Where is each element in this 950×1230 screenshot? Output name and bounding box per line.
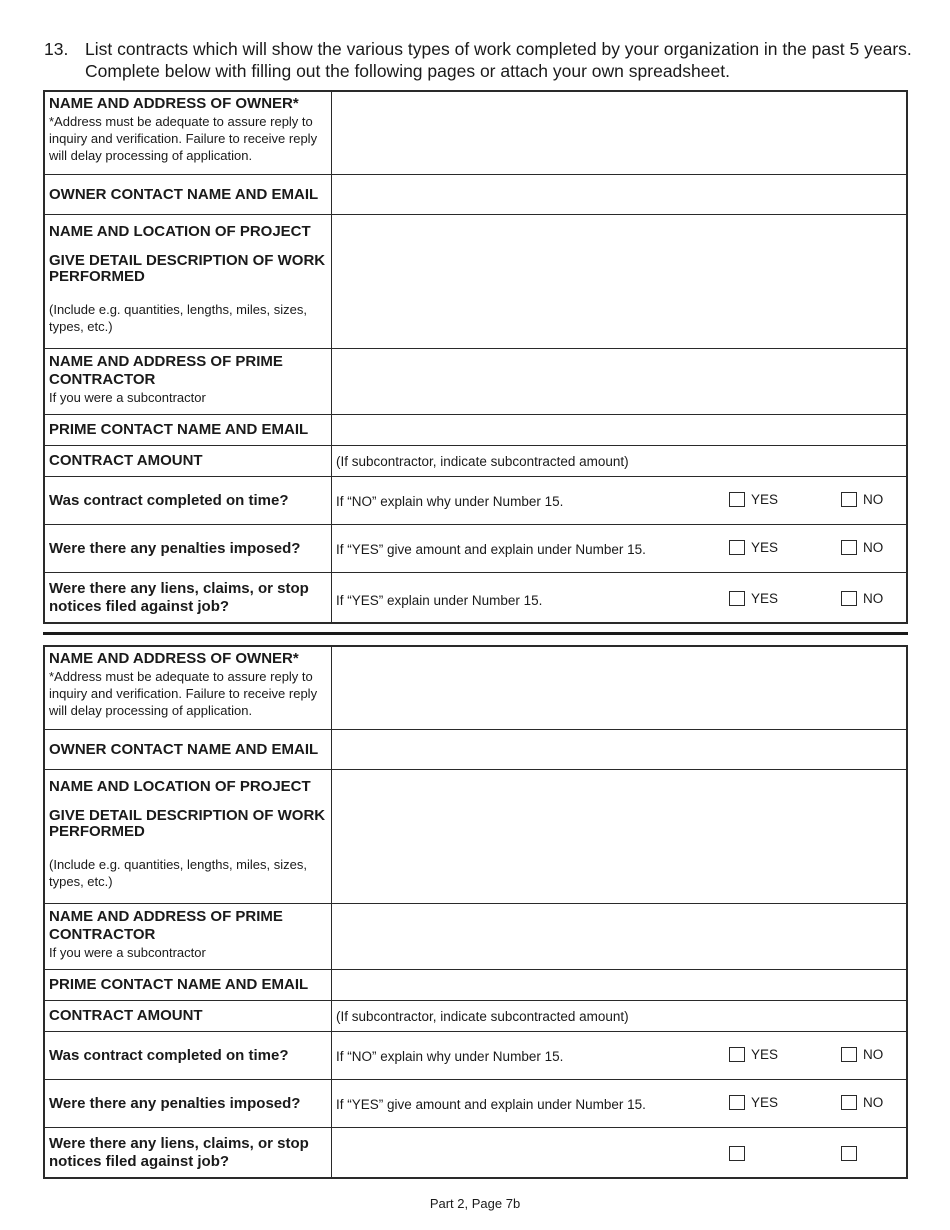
project-label-cell bbox=[45, 770, 332, 903]
on-time-label-cell bbox=[45, 1032, 332, 1079]
penalties-label: Were there any penalties imposed? bbox=[49, 1094, 301, 1112]
prime-contact-label-cell bbox=[45, 415, 332, 445]
project-label-cell bbox=[45, 215, 332, 348]
owner-input[interactable] bbox=[332, 647, 906, 729]
penalties-no-checkbox[interactable] bbox=[841, 1095, 883, 1110]
contract-amount-note: (If subcontractor, indicate subcontracted amount) bbox=[336, 1009, 629, 1024]
prime-label-cell bbox=[45, 349, 332, 414]
work-note: (Include e.g. quantities, lengths, miles, sizes, types, etc.) bbox=[49, 857, 307, 889]
liens-yes-checkbox[interactable] bbox=[729, 591, 778, 606]
prime-contact-row bbox=[45, 414, 906, 445]
owner-note: *Address must be adequate to assure reply to inquiry and verification. Failure to receive reply will delay processing of application. bbox=[49, 114, 318, 163]
penalties-label-cell bbox=[45, 1080, 332, 1127]
prime-input[interactable] bbox=[332, 904, 906, 969]
owner-note: *Address must be adequate to assure reply to inquiry and verification. Failure to receive reply will delay processing of application. bbox=[49, 669, 318, 718]
checkbox-icon bbox=[729, 591, 745, 606]
on-time-yes-checkbox[interactable] bbox=[729, 492, 778, 507]
owner-contact-label-cell bbox=[45, 730, 332, 769]
owner-contact-label: OWNER CONTACT NAME AND EMAIL bbox=[49, 185, 319, 203]
checkbox-icon bbox=[841, 1146, 857, 1161]
on-time-no-label: NO bbox=[863, 492, 884, 507]
liens-label-cell bbox=[45, 1128, 332, 1177]
work-note: (Include e.g. quantities, lengths, miles, sizes, types, etc.) bbox=[49, 302, 307, 334]
question-number: 13. bbox=[44, 39, 69, 59]
penalties-row bbox=[45, 1079, 906, 1127]
work-label: GIVE DETAIL DESCRIPTION OF WORK PERFORMED bbox=[49, 252, 326, 285]
owner-label-cell bbox=[45, 647, 332, 729]
on-time-no-checkbox[interactable] bbox=[841, 1047, 883, 1062]
prime-contact-label: PRIME CONTACT NAME AND EMAIL bbox=[49, 421, 309, 438]
penalties-label-cell bbox=[45, 525, 332, 572]
checkbox-icon bbox=[841, 1047, 857, 1062]
owner-label: NAME AND ADDRESS OF OWNER* bbox=[49, 650, 299, 667]
prime-contact-label-cell bbox=[45, 970, 332, 1000]
penalties-note: If “YES” give amount and explain under Number 15. bbox=[336, 542, 646, 557]
owner-label: NAME AND ADDRESS OF OWNER* bbox=[49, 95, 299, 112]
project-row bbox=[45, 769, 906, 903]
liens-note: If “YES” explain under Number 15. bbox=[336, 593, 543, 608]
contract-amount-input[interactable] bbox=[332, 1001, 906, 1031]
owner-contact-input[interactable] bbox=[332, 730, 906, 769]
prime-label: NAME AND ADDRESS OF PRIME CONTRACTOR bbox=[49, 353, 283, 388]
contract-amount-label-cell bbox=[45, 1001, 332, 1031]
on-time-label: Was contract completed on time? bbox=[49, 1046, 289, 1064]
checkbox-icon bbox=[841, 492, 857, 507]
question-13 bbox=[44, 38, 924, 82]
penalties-yes-label: YES bbox=[751, 540, 779, 555]
project-label: NAME AND LOCATION OF PROJECT bbox=[49, 223, 311, 240]
on-time-row bbox=[45, 1031, 906, 1079]
owner-contact-row bbox=[45, 729, 906, 769]
owner-row bbox=[45, 647, 906, 729]
contract-amount-label: CONTRACT AMOUNT bbox=[49, 1007, 203, 1024]
checkbox-icon bbox=[729, 540, 745, 555]
prime-note: If you were a subcontractor bbox=[49, 945, 206, 960]
owner-contact-label: OWNER CONTACT NAME AND EMAIL bbox=[49, 740, 319, 758]
owner-contact-label-cell bbox=[45, 175, 332, 214]
contract-block-1 bbox=[43, 90, 908, 624]
liens-label-cell bbox=[45, 573, 332, 622]
on-time-row bbox=[45, 476, 906, 524]
contract-amount-note: (If subcontractor, indicate subcontracted amount) bbox=[336, 454, 629, 469]
on-time-answer bbox=[332, 477, 906, 524]
prime-row bbox=[45, 903, 906, 969]
penalties-yes-label: YES bbox=[751, 1095, 779, 1110]
liens-no-checkbox[interactable] bbox=[841, 591, 883, 606]
penalties-row bbox=[45, 524, 906, 572]
project-input[interactable] bbox=[332, 770, 906, 903]
contract-amount-input[interactable] bbox=[332, 446, 906, 476]
on-time-answer bbox=[332, 1032, 906, 1079]
liens-yes-label: YES bbox=[751, 591, 779, 606]
liens-label: Were there any liens, claims, or stop notices filed against job? bbox=[49, 1134, 309, 1170]
project-input[interactable] bbox=[332, 215, 906, 348]
penalties-no-checkbox[interactable] bbox=[841, 540, 883, 555]
on-time-no-label: NO bbox=[863, 1047, 884, 1062]
on-time-yes-label: YES bbox=[751, 492, 779, 507]
on-time-note: If “NO” explain why under Number 15. bbox=[336, 494, 564, 509]
liens-answer bbox=[332, 1128, 906, 1177]
on-time-label-cell bbox=[45, 477, 332, 524]
owner-label-cell bbox=[45, 92, 332, 174]
contract-block-2 bbox=[43, 645, 908, 1179]
penalties-no-label: NO bbox=[863, 1095, 884, 1110]
on-time-yes-label: YES bbox=[751, 1047, 779, 1062]
prime-label: NAME AND ADDRESS OF PRIME CONTRACTOR bbox=[49, 908, 283, 943]
checkbox-icon bbox=[841, 540, 857, 555]
prime-input[interactable] bbox=[332, 349, 906, 414]
project-row bbox=[45, 214, 906, 348]
penalties-no-label: NO bbox=[863, 540, 884, 555]
on-time-label: Was contract completed on time? bbox=[49, 491, 289, 509]
prime-row bbox=[45, 348, 906, 414]
work-label: GIVE DETAIL DESCRIPTION OF WORK PERFORMED bbox=[49, 807, 326, 840]
question-text: List contracts which will show the various types of work completed by your organization in the past 5 years. Complete below with filling out the following pages or attach your own spreadsheet. bbox=[85, 39, 912, 81]
penalties-answer bbox=[332, 525, 906, 572]
project-label: NAME AND LOCATION OF PROJECT bbox=[49, 778, 311, 795]
owner-contact-input[interactable] bbox=[332, 175, 906, 214]
contract-amount-row bbox=[45, 445, 906, 476]
owner-row bbox=[45, 92, 906, 174]
penalties-note: If “YES” give amount and explain under Number 15. bbox=[336, 1097, 646, 1112]
prime-contact-row bbox=[45, 969, 906, 1000]
checkbox-icon bbox=[729, 492, 745, 507]
checkbox-icon bbox=[729, 1047, 745, 1062]
liens-yes-checkbox[interactable] bbox=[729, 1146, 751, 1161]
checkbox-icon bbox=[729, 1146, 745, 1161]
prime-label-cell bbox=[45, 904, 332, 969]
prime-contact-input[interactable] bbox=[332, 415, 906, 445]
liens-no-checkbox[interactable] bbox=[841, 1146, 863, 1161]
owner-contact-row bbox=[45, 174, 906, 214]
checkbox-icon bbox=[841, 591, 857, 606]
checkbox-icon bbox=[729, 1095, 745, 1110]
contract-amount-row bbox=[45, 1000, 906, 1031]
penalties-yes-checkbox[interactable] bbox=[729, 540, 778, 555]
on-time-note: If “NO” explain why under Number 15. bbox=[336, 1049, 564, 1064]
liens-label: Were there any liens, claims, or stop notices filed against job? bbox=[49, 579, 309, 615]
prime-contact-input[interactable] bbox=[332, 970, 906, 1000]
liens-answer bbox=[332, 573, 906, 622]
prime-contact-label: PRIME CONTACT NAME AND EMAIL bbox=[49, 976, 309, 993]
penalties-label: Were there any penalties imposed? bbox=[49, 539, 301, 557]
penalties-yes-checkbox[interactable] bbox=[729, 1095, 778, 1110]
contract-amount-label-cell bbox=[45, 446, 332, 476]
block-separator bbox=[43, 632, 908, 635]
liens-row bbox=[45, 572, 906, 622]
on-time-no-checkbox[interactable] bbox=[841, 492, 883, 507]
owner-input[interactable] bbox=[332, 92, 906, 174]
prime-note: If you were a subcontractor bbox=[49, 390, 206, 405]
liens-no-label: NO bbox=[863, 591, 884, 606]
penalties-answer bbox=[332, 1080, 906, 1127]
checkbox-icon bbox=[841, 1095, 857, 1110]
on-time-yes-checkbox[interactable] bbox=[729, 1047, 778, 1062]
liens-row bbox=[45, 1127, 906, 1177]
page-footer: Part 2, Page 7b bbox=[429, 1196, 521, 1211]
contract-amount-label: CONTRACT AMOUNT bbox=[49, 452, 203, 469]
